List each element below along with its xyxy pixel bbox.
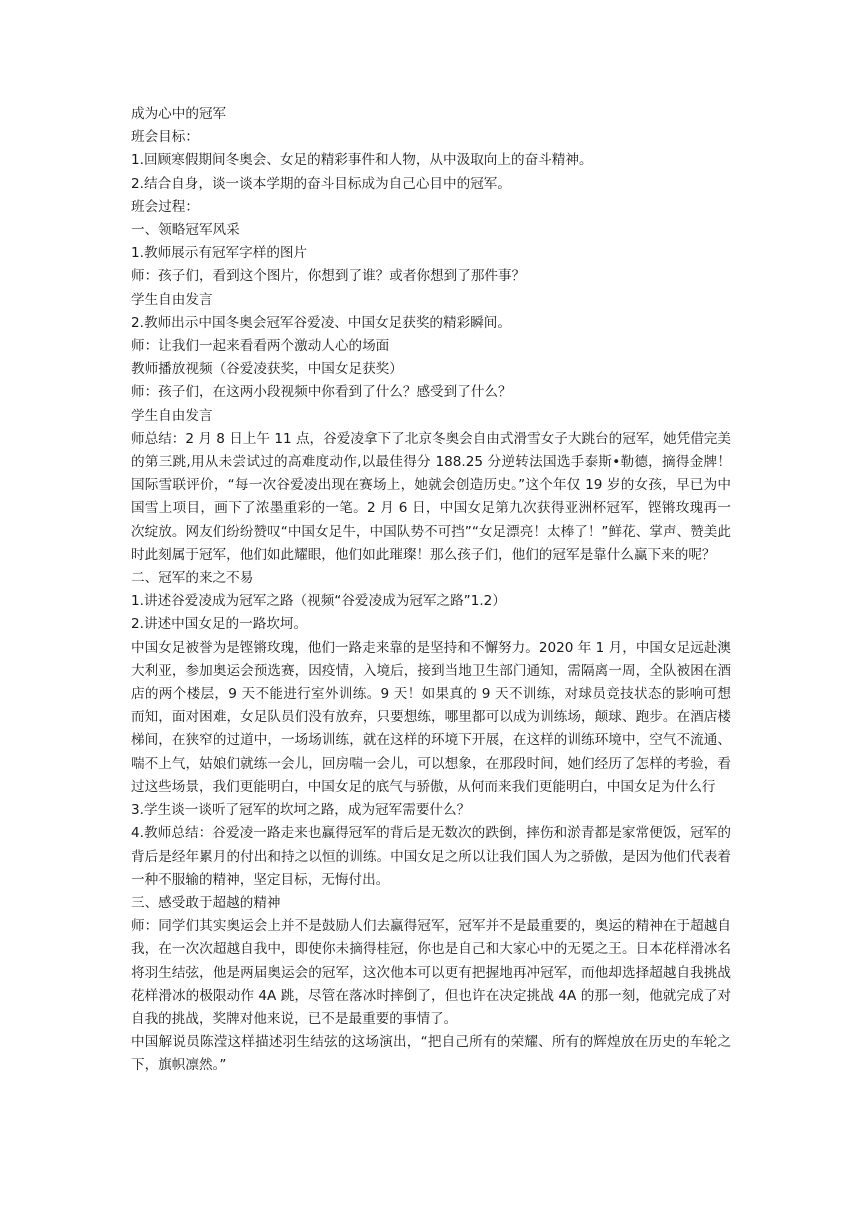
student-free-speech-2: 学生自由发言	[131, 407, 213, 424]
section-2-step-3: 3.学生谈一谈听了冠军的坎坷之路，成为冠军需要什么？	[131, 802, 471, 819]
section-1-heading: 一、领略冠军风采	[131, 222, 240, 239]
document-body	[131, 103, 731, 1078]
section-2-heading: 二、冠军的来之不易	[131, 570, 254, 587]
teacher-olympic-spirit-paragraph: 师：同学们其实奥运会上并不是鼓励人们去赢得冠军，冠军并不是最重要的，奥运的精神在于超越自我，在一次次超越自我中，即使你未摘得桂冠，你也是自己和大家心中的无冕之王。日本花样滑冰名将羽生结弦，他是两届奥运会的冠军，这次他本可以更有把握地再冲冠军，而他却选择超越自我挑战花样滑冰的极限动作 4A 跳，尽管在落冰时摔倒了，但也许在决定挑战 4A 的那一刻，他就完成了对自我的挑战，奖牌对他来说，已不是最重要的事情了。	[131, 918, 731, 1027]
video-note: 教师播放视频（谷爱凌获奖，中国女足获奖）	[131, 361, 403, 378]
section-2-step-4-paragraph: 4.教师总结：谷爱凌一路走来也赢得冠军的背后是无数次的跌倒，摔伤和淤青都是家常便饭，冠军的背后是经年累月的付出和持之以恒的训练。中国女足之所以让我们国人为之骄傲，是因为他们代表着一种不服输的精神，坚定目标，无悔付出。	[131, 825, 731, 888]
document-title: 成为心中的冠军	[131, 106, 227, 122]
section-2-step-2: 2.讲述中国女足的一路坎坷。	[131, 616, 308, 633]
section-1-step-2: 2.教师出示中国冬奥会冠军谷爱凌、中国女足获奖的精彩瞬间。	[131, 314, 511, 331]
goal-heading: 班会目标：	[131, 129, 199, 146]
teacher-question-2: 师：孩子们，在这两小段视频中你看到了什么？感受到了什么？	[131, 384, 512, 401]
section-1-step-1: 1.教师展示有冠军字样的图片	[131, 245, 308, 262]
commentator-quote-paragraph: 中国解说员陈滢这样描述羽生结弦的这场演出，“把自己所有的荣耀、所有的辉煌放在历史的车轮之下，旗帜凛然。”	[131, 1034, 731, 1074]
teacher-remark: 师：让我们一起来看看两个激动人心的场面	[131, 338, 390, 355]
teacher-summary-paragraph: 师总结：2 月 8 日上午 11 点，谷爱凌拿下了北京冬奥会自由式滑雪女子大跳台的冠军，她凭借完美的第三跳,用从未尝试过的高难度动作,以最佳得分 188.25 分逆转法国选手泰斯•勒德，摘得金牌！国际雪联评价，“每一次谷爱凌出现在赛场上，她就会创造历史。”这个年仅 19 岁的女孩，早已为中国雪上项目，画下了浓墨重彩的一笔。2 月 6 日，中国女足第九次获得亚洲杯冠军，铿锵玫瑰再一次绽放。网友们纷纷赞叹“中国女足牛，中国队势不可挡”“女足漂亮！太棒了！”鲜花、掌声、赞美此时此刻属于冠军，他们如此耀眼，他们如此璀璨！那么孩子们，他们的冠军是靠什么赢下来的呢？	[131, 430, 731, 563]
student-free-speech-1: 学生自由发言	[131, 291, 213, 308]
goal-item-2: 2.结合自身，谈一谈本学期的奋斗目标成为自己心目中的冠军。	[131, 175, 511, 192]
teacher-question-1: 师：孩子们，看到这个图片，你想到了谁？或者你想到了那件事？	[131, 268, 526, 285]
section-3-heading: 三、感受敢于超越的精神	[131, 894, 281, 911]
womens-football-story-paragraph: 中国女足被誉为是铿锵玫瑰，他们一路走来靠的是坚持和不懈努力。2020 年 1 月，中国女足远赴澳大利亚，参加奥运会预选赛，因疫情，入境后，接到当地卫生部门通知，需隔离一周，全队被困在酒店的两个楼层，9 天不能进行室外训练。9 天！如果真的 9 天不训练，对球员竞技状态的影响可想而知，面对困难，女足队员们没有放弃，只要想练，哪里都可以成为训练场，颠球、跑步。在酒店楼梯间，在狭窄的过道中，一场场训练，就在这样的环境下开展，在这样的训练环境中，空气不流通、喘不上气，姑娘们就练一会儿，回房喘一会儿，可以想象，在那段时间，她们经历了怎样的考验，看过这些场景，我们更能明白，中国女足的底气与骄傲，从何而来我们更能明白，中国女足为什么行	[131, 639, 731, 795]
goal-item-1: 1.回顾寒假期间冬奥会、女足的精彩事件和人物，从中汲取向上的奋斗精神。	[131, 152, 593, 169]
section-2-step-1: 1.讲述谷爱凌成为冠军之路（视频“谷爱凌成为冠军之路”1.2）	[131, 593, 506, 610]
process-heading: 班会过程：	[131, 198, 199, 215]
